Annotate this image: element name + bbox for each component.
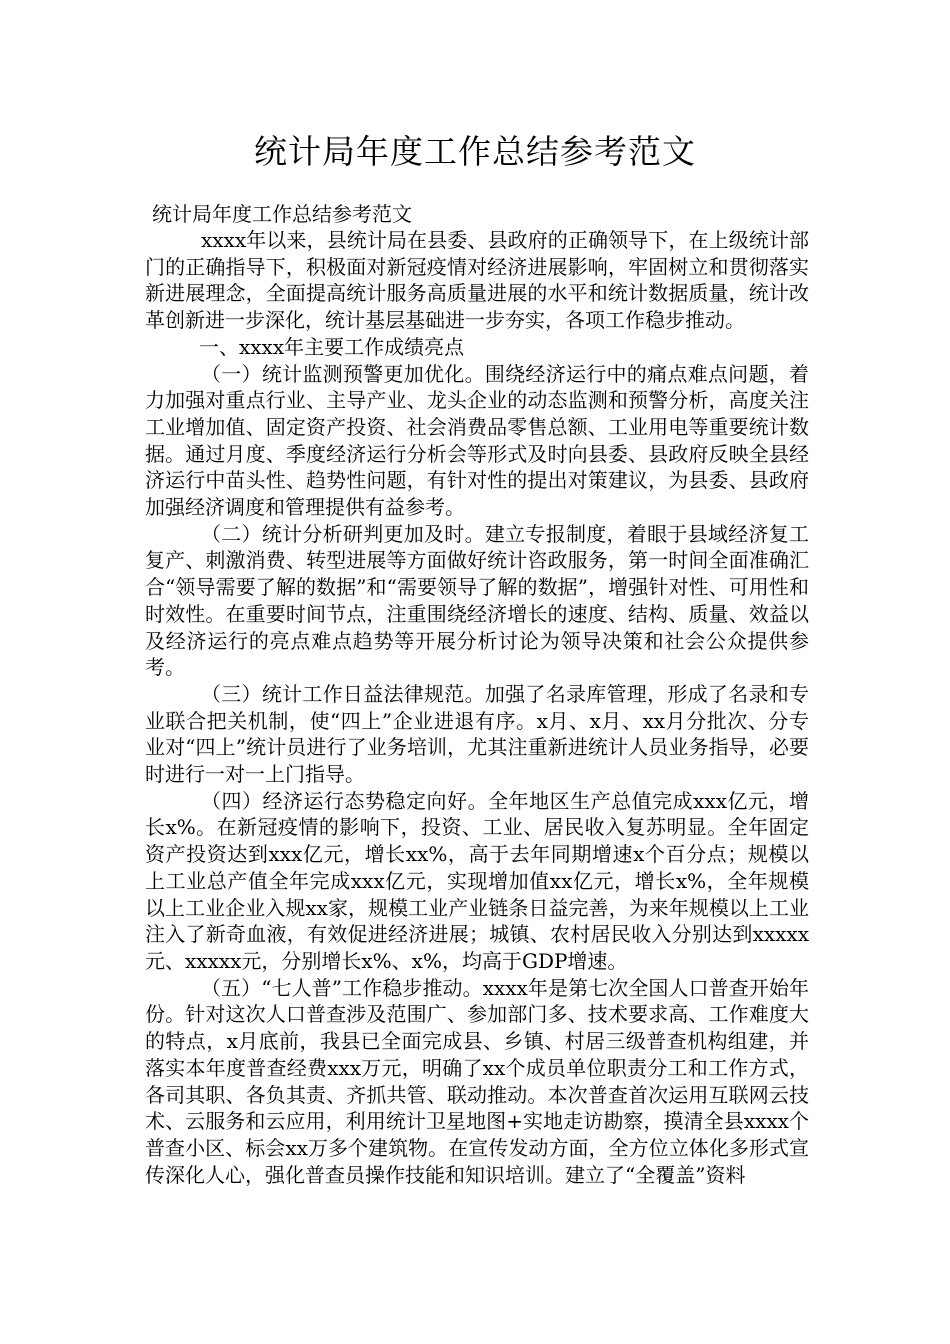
paragraph-4: （四）经济运行态势稳定向好。全年地区生产总值完成xxx亿元，增长x%。在新冠疫情的影响下，投资、工业、居民收入复苏明显。全年固定资产投资达到xxx亿元，增长xx%，高于去年同期增速x个百分点；规模以上工业总产值全年完成xxx亿元，实现增加值xx亿元，增长x%，全年规模以上工业企业入规xx家，规模工业产业链条日益完善，为来年规模以上工业注入了新奇血液，有效促进经济进展；城镇、农村居民收入分别达到xxxxx元、xxxxx元，分别增长x%、x%，均高于GDP增速。 (145, 788, 809, 973)
paragraph-2: （二）统计分析研判更加及时。建立专报制度，着眼于县域经济复工复产、刺激消费、转型进展等方面做好统计咨政服务，第一时间全面准确汇合“领导需要了解的数据”和“需要领导了解的数据”，增强针对性、可用性和时效性。在重要时间节点，注重围绕经济增长的速度、结构、质量、效益以及经济运行的亮点难点趋势等开展分析讨论为领导决策和社会公众提供参考。 (145, 521, 809, 680)
section-heading: 一、xxxx年主要工作成绩亮点 (199, 334, 465, 359)
document-body (145, 227, 809, 1188)
document-title: 统计局年度工作总结参考范文 (254, 132, 696, 171)
paragraph-5: （五）“七人普”工作稳步推动。xxxx年是第七次全国人口普查开始年份。针对这次人口普查涉及范围广、参加部门多、技术要求高、工作难度大的特点，x月底前，我县已全面完成县、乡镇、村居三级普查机构组建，并落实本年度普查经费xxx万元，明确了xx个成员单位职责分工和工作方式，各司其职、各负其责、齐抓共管、联动推动。本次普查首次运用互联网云技术、云服务和云应用，利用统计卫星地图+实地走访勘察，摸清全县xxxx个普查小区、标会xx万多个建筑物。在宣传发动方面，全方位立体化多形式宣传深化人心，强化普查员操作技能和知识培训。建立了“全覆盖”资料 (145, 975, 809, 1187)
paragraph-1: （一）统计监测预警更加优化。围绕经济运行中的痛点难点问题，着力加强对重点行业、主导产业、龙头企业的动态监测和预警分析，高度关注工业增加值、固定资产投资、社会消费品零售总额、工业用电等重要统计数据。通过月度、季度经济运行分析会等形式及时向县委、县政府反映全县经济运行中苗头性、趋势性问题，有针对性的提出对策建议，为县委、县政府加强经济调度和管理提供有益参考。 (145, 361, 809, 520)
paragraph-3: （三）统计工作日益法律规范。加强了名录库管理，形成了名录和专业联合把关机制，使“四上”企业进退有序。x月、x月、xx月分批次、分专业对“四上”统计员进行了业务培训，尤其注重新进统计人员业务指导，必要时进行一对一上门指导。 (145, 681, 809, 787)
document-subtitle: 统计局年度工作总结参考范文 (152, 202, 412, 226)
intro-paragraph: xxxx年以来，县统计局在县委、县政府的正确领导下，在上级统计部门的正确指导下，积极面对新冠疫情对经济进展影响，牢固树立和贯彻落实新进展理念，全面提高统计服务高质量进展的水平和统计数据质量，统计改革创新进一步深化，统计基层基础进一步夯实，各项工作稳步推动。 (145, 228, 809, 333)
